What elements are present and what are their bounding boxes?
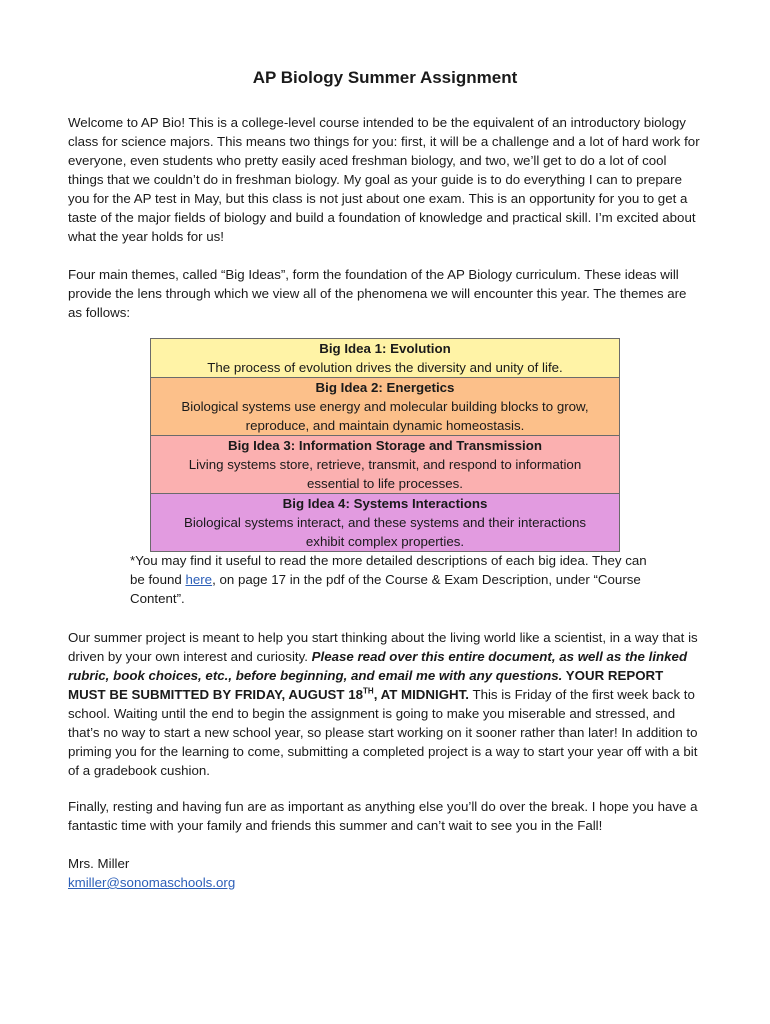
big-idea-3 [151,436,619,494]
email-link[interactable]: kmiller@sonomaschools.org [68,875,236,890]
big-idea-title: Big Idea 3: Information Storage and Transmission [227,438,542,453]
big-idea-description: The process of evolution drives the diversity and unity of life. [207,360,563,375]
deadline-time: , AT MIDNIGHT. [373,687,469,702]
note-text-end: , on page 17 in the pdf of the Course & Exam Description, under “Course Content”. [130,572,641,606]
big-idea-description: Biological systems use energy and molecular building blocks to grow, reproduce, and maintain dynamic homeostasis. [181,399,589,433]
intro-paragraph: Welcome to AP Bio! This is a college-level course intended to be the equivalent of an introductory biology class for science majors. This means two things for you: first, it will be a challenge and a lot of hard work for everyone, even students who pretty easily aced freshman biology, and two, we’ll get to do a lot of cool things that we couldn’t do in freshman biology. My goal as your guide is to do everything I can to prepare you for the AP test in May, but this class is not just about one exam. This is an opportunity for you to get a taste of the major fields of biology and build a foundation of knowledge and practical skill. I’m excited about what the year holds for us! [68,115,700,244]
big-idea-2 [151,378,619,436]
page-title: AP Biology Summer Assignment [252,68,518,87]
big-idea-1 [151,339,619,378]
deadline-text: YOUR REPORT MUST BE SUBMITTED BY FRIDAY, AUGUST 18 [68,668,664,702]
project-text-continued: This is Friday of the first week back to school. Waiting until the end to begin the assignment is going to make you miserable and stressed, and that’s no way to start a new school year, so please start working on it sooner rather than later! In addition to priming you for the learning to come, submitting a completed project is a way to start your year off with a bit of a gradebook cushion. [68,687,698,778]
signature-email [68,873,235,892]
themes-intro-paragraph: Four main themes, called “Big Ideas”, form the foundation of the AP Biology curriculum. These ideas will provide the lens through which we view all of the phenomena we will encounter this year. The themes are as follows: [68,267,687,320]
course-description-link[interactable]: here [185,572,213,587]
read-instructions-emphasis: Please read over this entire document, as well as the linked rubric, book choices, etc., before beginning, and email me with any questions. [68,649,688,683]
project-text: Our summer project is meant to help you start thinking about the living world like a scientist, in a way that is driven by your own interest and curiosity. [68,630,698,664]
note-text: *You may find it useful to read the more detailed descriptions of each big idea. They can be found [130,553,647,587]
big-idea-4 [151,494,619,551]
signature-name: Mrs. Miller [68,856,130,871]
big-idea-title: Big Idea 2: Energetics [315,380,455,395]
project-paragraph [68,628,704,780]
big-idea-description: Living systems store, retrieve, transmit, and respond to information essential to life processes. [188,457,582,491]
big-idea-description: Biological systems interact, and these systems and their interactions exhibit complex properties. [183,515,587,549]
big-ideas-table [150,338,620,552]
deadline-ordinal: TH [363,686,374,696]
closing-paragraph: Finally, resting and having fun are as important as anything else you’ll do over the break. I hope you have a fantastic time with your family and friends this summer and can’t wait to see you in the Fall! [68,799,698,833]
big-idea-title: Big Idea 4: Systems Interactions [282,496,488,511]
big-idea-title: Big Idea 1: Evolution [319,341,451,356]
big-ideas-note [130,551,650,608]
